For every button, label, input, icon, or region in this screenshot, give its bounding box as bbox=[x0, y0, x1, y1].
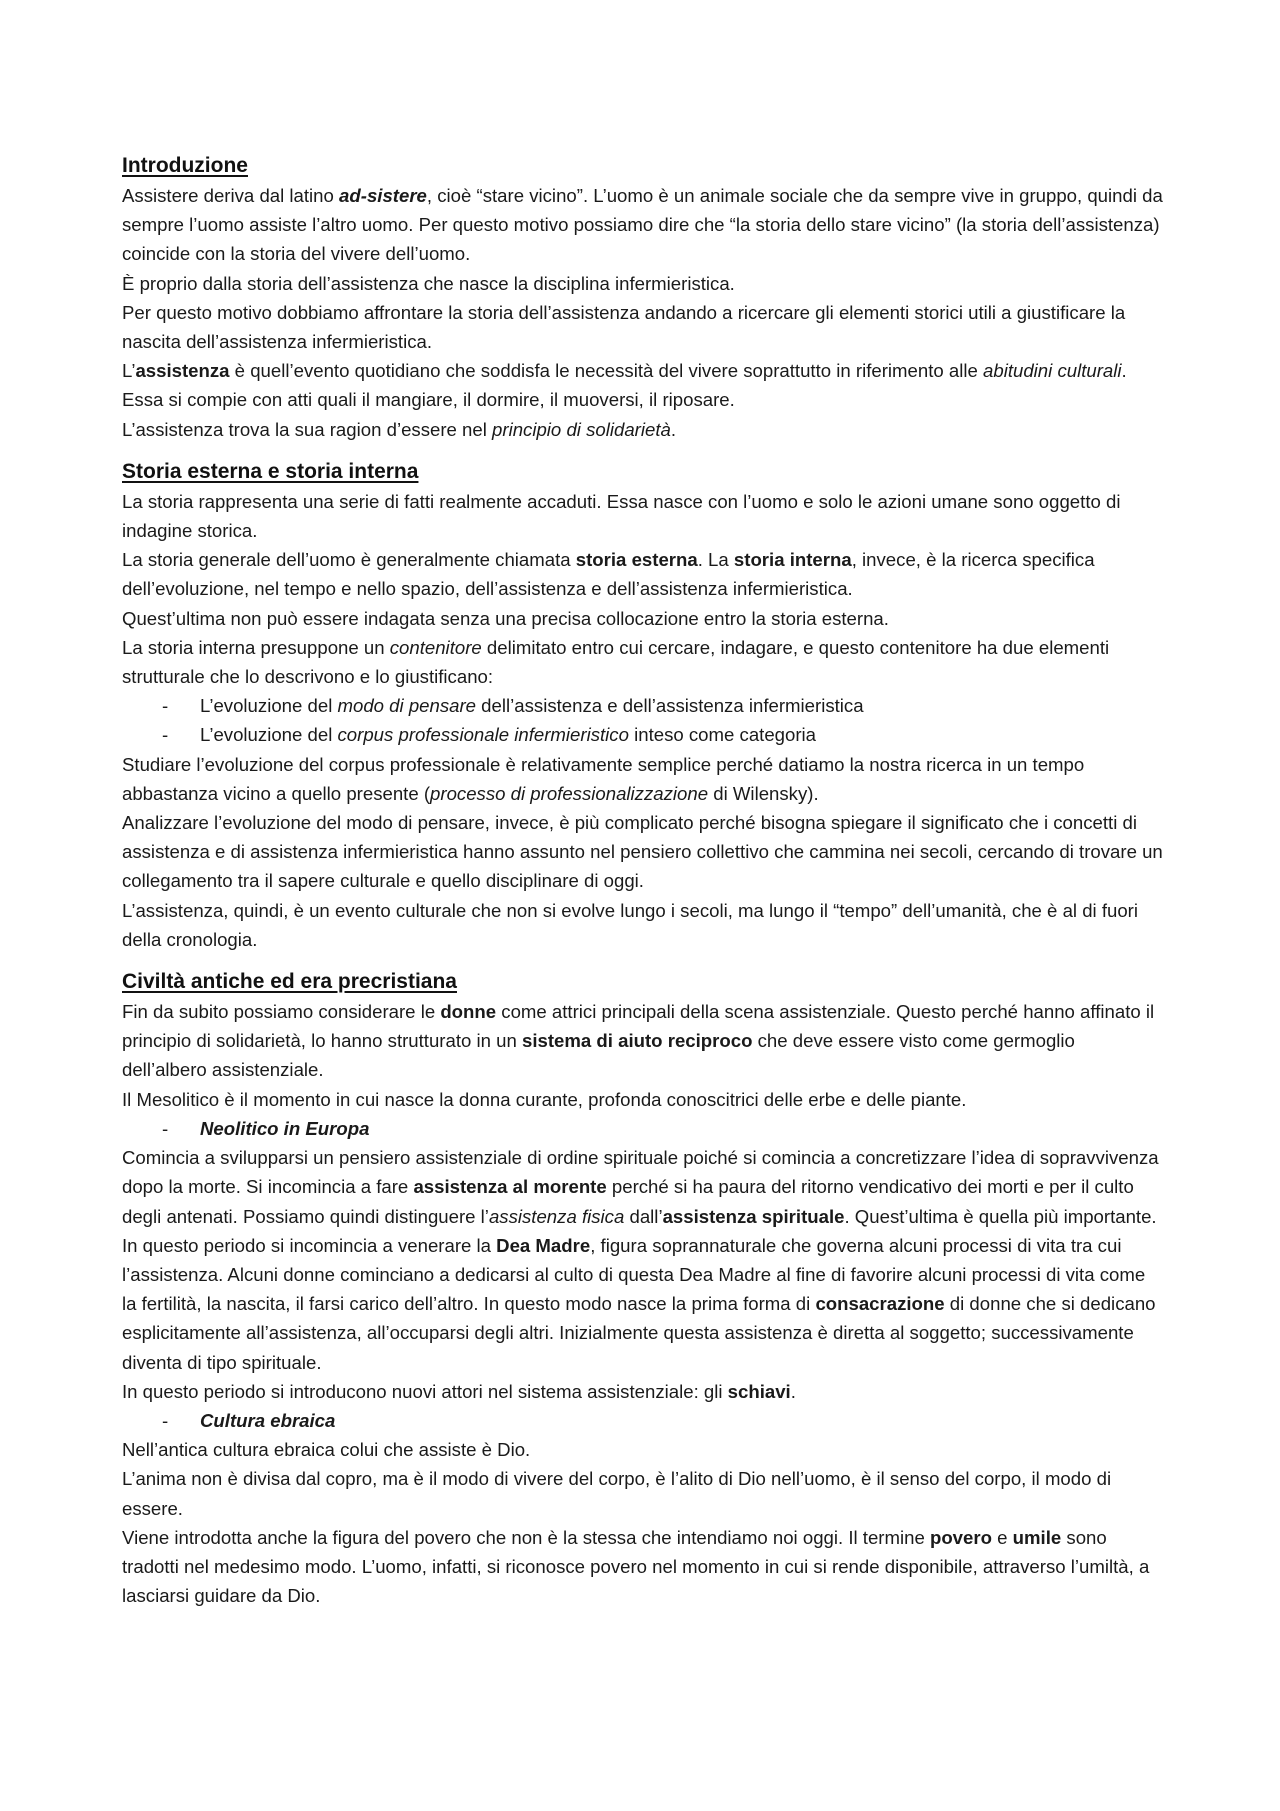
paragraph: Viene introdotta anche la figura del povero che non è la stessa che intendiamo noi oggi. Il termine povero e umile sono tradotti nel medesimo modo. L’uomo, infatti, si riconosce povero nel momento in cui si rende disponibile, attraverso l’umiltà, a lasciarsi guidare da Dio. bbox=[122, 1526, 1150, 1607]
subheading-cultura-ebraica: - Cultura ebraica bbox=[122, 1406, 1164, 1435]
paragraph: In questo periodo si incomincia a venerare la Dea Madre, figura soprannaturale che governa alcuni processi di vita tra cui l’assistenza. Alcuni donne cominciano a dedicarsi al culto di questa Dea Madre al fine di favorire alcuni processi di vita come la fertilità, la nascita, il farsi carico dell’altro. In questo modo nasce la prima forma di consacrazione di donne che si dedicano esplicitamente all’assistenza, all’occuparsi degli altri. Inizialmente questa assistenza è diretta al soggetto; successivamente diventa di tipo spirituale. bbox=[122, 1234, 1156, 1373]
paragraph: L’assistenza trova la sua ragion d’essere nel principio di solidarietà. bbox=[122, 418, 677, 440]
paragraph: L’anima non è divisa dal copro, ma è il modo di vivere del corpo, è l’alito di Dio nell’uomo, è il senso del corpo, il modo di essere. bbox=[122, 1468, 1112, 1519]
section-introduzione bbox=[122, 150, 1164, 444]
list-item: - L’evoluzione del modo di pensare dell’assistenza e dell’assistenza infermieristica bbox=[122, 691, 1164, 720]
paragraph: Studiare l’evoluzione del corpus professionale è relativamente semplice perché datiamo la nostra ricerca in un tempo abbastanza vicino a quello presente (processo di professionalizzazione di Wilensky). bbox=[122, 753, 1085, 804]
paragraph: Per questo motivo dobbiamo affrontare la storia dell’assistenza andando a ricercare gli elementi storici utili a giustificare la nascita dell’assistenza infermieristica. bbox=[122, 301, 1126, 353]
paragraph: In questo periodo si introducono nuovi attori nel sistema assistenziale: gli schiavi. bbox=[122, 1380, 796, 1402]
paragraph: Assistere deriva dal latino ad-sistere, cioè “stare vicino”. L’uomo è un animale sociale che da sempre vive in gruppo, quindi da sempre l’uomo assiste l’altro uomo. Per questo motivo possiamo dire che “la storia dello stare vicino” (la storia dell’assistenza) coincide con la storia del vivere dell’uomo. bbox=[122, 185, 1163, 265]
paragraph: L’assistenza, quindi, è un evento culturale che non si evolve lungo i secoli, ma lungo il “tempo” dell’umanità, che è al di fuori della cronologia. bbox=[122, 899, 1139, 950]
list-item: - L’evoluzione del corpus professionale infermieristico inteso come categoria bbox=[122, 720, 1164, 749]
paragraph: Fin da subito possiamo considerare le donne come attrici principali della scena assistenziale. Questo perché hanno affinato il principio di solidarietà, lo hanno strutturato in un sistema di aiuto reciproco che deve essere visto come germoglio dell’albero assistenziale. bbox=[122, 1001, 1155, 1081]
paragraph: Quest’ultima non può essere indagata senza una precisa collocazione entro la storia esterna. bbox=[122, 607, 889, 629]
paragraph: La storia generale dell’uomo è generalmente chiamata storia esterna. La storia interna, invece, è la ricerca specifica dell’evoluzione, nel tempo e nello spazio, dell’assistenza e dell’assistenza infermieristica. bbox=[122, 549, 1095, 600]
paragraph: Il Mesolitico è il momento in cui nasce la donna curante, profonda conoscitrici delle erbe e delle piante. bbox=[122, 1088, 967, 1110]
section-storia-esterna-interna bbox=[122, 456, 1164, 954]
paragraph: Nell’antica cultura ebraica colui che assiste è Dio. bbox=[122, 1439, 531, 1461]
paragraph: Comincia a svilupparsi un pensiero assistenziale di ordine spirituale poiché si comincia a concretizzare l’idea di sopravvivenza dopo la morte. Si incomincia a fare assistenza al morente perché si ha paura del ritorno vendicativo dei morti e per il culto degli antenati. Possiamo quindi distinguere l’assistenza fisica dall’assistenza spirituale. Quest’ultima è quella più importante. bbox=[122, 1147, 1159, 1227]
heading-introduzione: Introduzione bbox=[122, 154, 248, 177]
section-civilta-antiche bbox=[122, 966, 1164, 1610]
paragraph: La storia rappresenta una serie di fatti realmente accaduti. Essa nasce con l’uomo e solo le azioni umane sono oggetto di indagine storica. bbox=[122, 490, 1121, 542]
paragraph: È proprio dalla storia dell’assistenza che nasce la disciplina infermieristica. bbox=[122, 272, 735, 294]
heading-storia: Storia esterna e storia interna bbox=[122, 459, 419, 483]
paragraph: L’assistenza è quell’evento quotidiano che soddisfa le necessità del vivere soprattutto in riferimento alle abitudini culturali. Essa si compie con atti quali il mangiare, il dormire, il muoversi, il riposare. bbox=[122, 360, 1127, 411]
subheading-neolitico: - Neolitico in Europa bbox=[122, 1114, 1164, 1143]
heading-civilta: Civiltà antiche ed era precristiana bbox=[122, 970, 457, 994]
paragraph: Analizzare l’evoluzione del modo di pensare, invece, è più complicato perché bisogna spiegare il significato che i concetti di assistenza e di assistenza infermieristica hanno assunto nel pensiero collettivo che cammina nei secoli, cercando di trovare un collegamento tra il sapere culturale e quello disciplinare di oggi. bbox=[122, 812, 1163, 892]
paragraph: La storia interna presuppone un contenitore delimitato entro cui cercare, indagare, e questo contenitore ha due elementi strutturale che lo descrivono e lo giustificano: bbox=[122, 636, 1110, 688]
